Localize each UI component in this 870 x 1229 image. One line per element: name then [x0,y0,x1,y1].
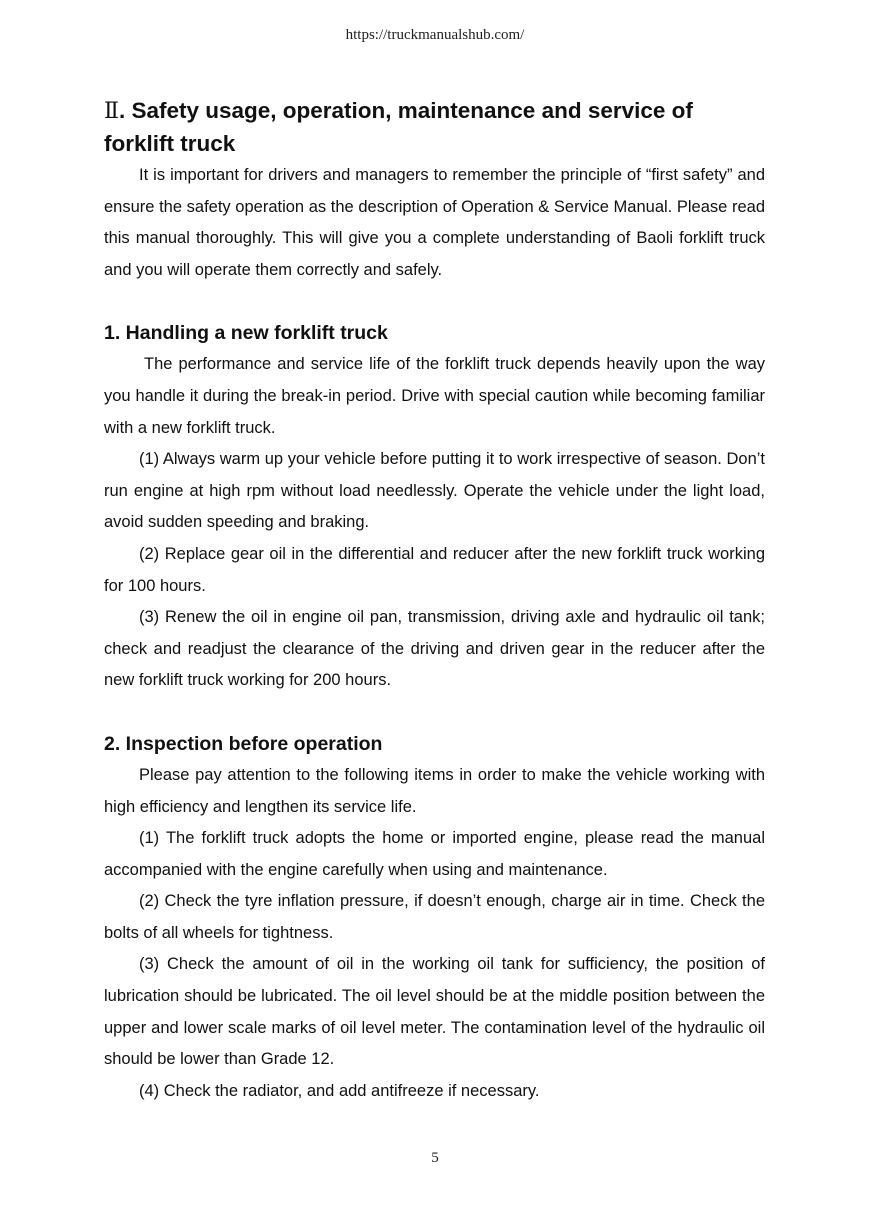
section-1-item-1: (1) Always warm up your vehicle before putting it to work irrespective of season. Don’t run engine at high rpm without load needlessly. Operate the vehicle under the light load, avoid sudden speeding and braking. [104,450,765,532]
chapter-title-text: . Safety usage, operation, maintenance and service of forklift truck [104,98,693,156]
section-2-item-3: (3) Check the amount of oil in the working oil tank for sufficiency, the position of lubrication should be lubricated. The oil level should be at the middle position between the upper and lower scale marks of oil level meter. The contamination level of the hydraulic oil should be lower than Grade 12. [104,955,765,1069]
section-1-item-3: (3) Renew the oil in engine oil pan, transmission, driving axle and hydraulic oil tank; check and readjust the clearance of the driving and driven gear in the reducer after the new forklift truck working for 200 hours. [104,608,765,690]
header-url[interactable]: https://truckmanualshub.com/ [345,27,525,43]
section-2-item-1: (1) The forklift truck adopts the home or imported engine, please read the manual accompanied with the engine carefully when using and maintenance. [104,829,765,879]
section-2-heading: 2. Inspection before operation [104,732,383,755]
intro-paragraph: It is important for drivers and managers to remember the principle of “first safety” and ensure the safety operation as the description of Operation & Service Manual. Please read this manual thoroughly. This will give you a complete understanding of Baoli forklift truck and you will operate them correctly and safely. [104,166,765,279]
section-2-paragraph: Please pay attention to the following items in order to make the vehicle working with high efficiency and lengthen its service life. [104,765,765,816]
section-2-item-2: (2) Check the tyre inflation pressure, if doesn’t enough, charge air in time. Check the bolts of all wheels for tightness. [104,892,765,942]
section-spacer [104,697,765,728]
page-content [104,95,765,1107]
section-1-item-2: (2) Replace gear oil in the differential and reducer after the new forklift truck working for 100 hours. [104,544,765,595]
chapter-numeral: Ⅱ [104,99,119,124]
section-spacer [104,286,765,317]
page-number: 5 [431,1150,439,1166]
section-1-heading: 1. Handling a new forklift truck [104,322,388,345]
section-1-paragraph: The performance and service life of the forklift truck depends heavily upon the way you handle it during the break-in period. Drive with special caution while becoming familiar with a new forklift truck. [104,355,765,437]
page-title [104,95,765,160]
section-2-item-4: (4) Check the radiator, and add antifreeze if necessary. [139,1081,540,1100]
